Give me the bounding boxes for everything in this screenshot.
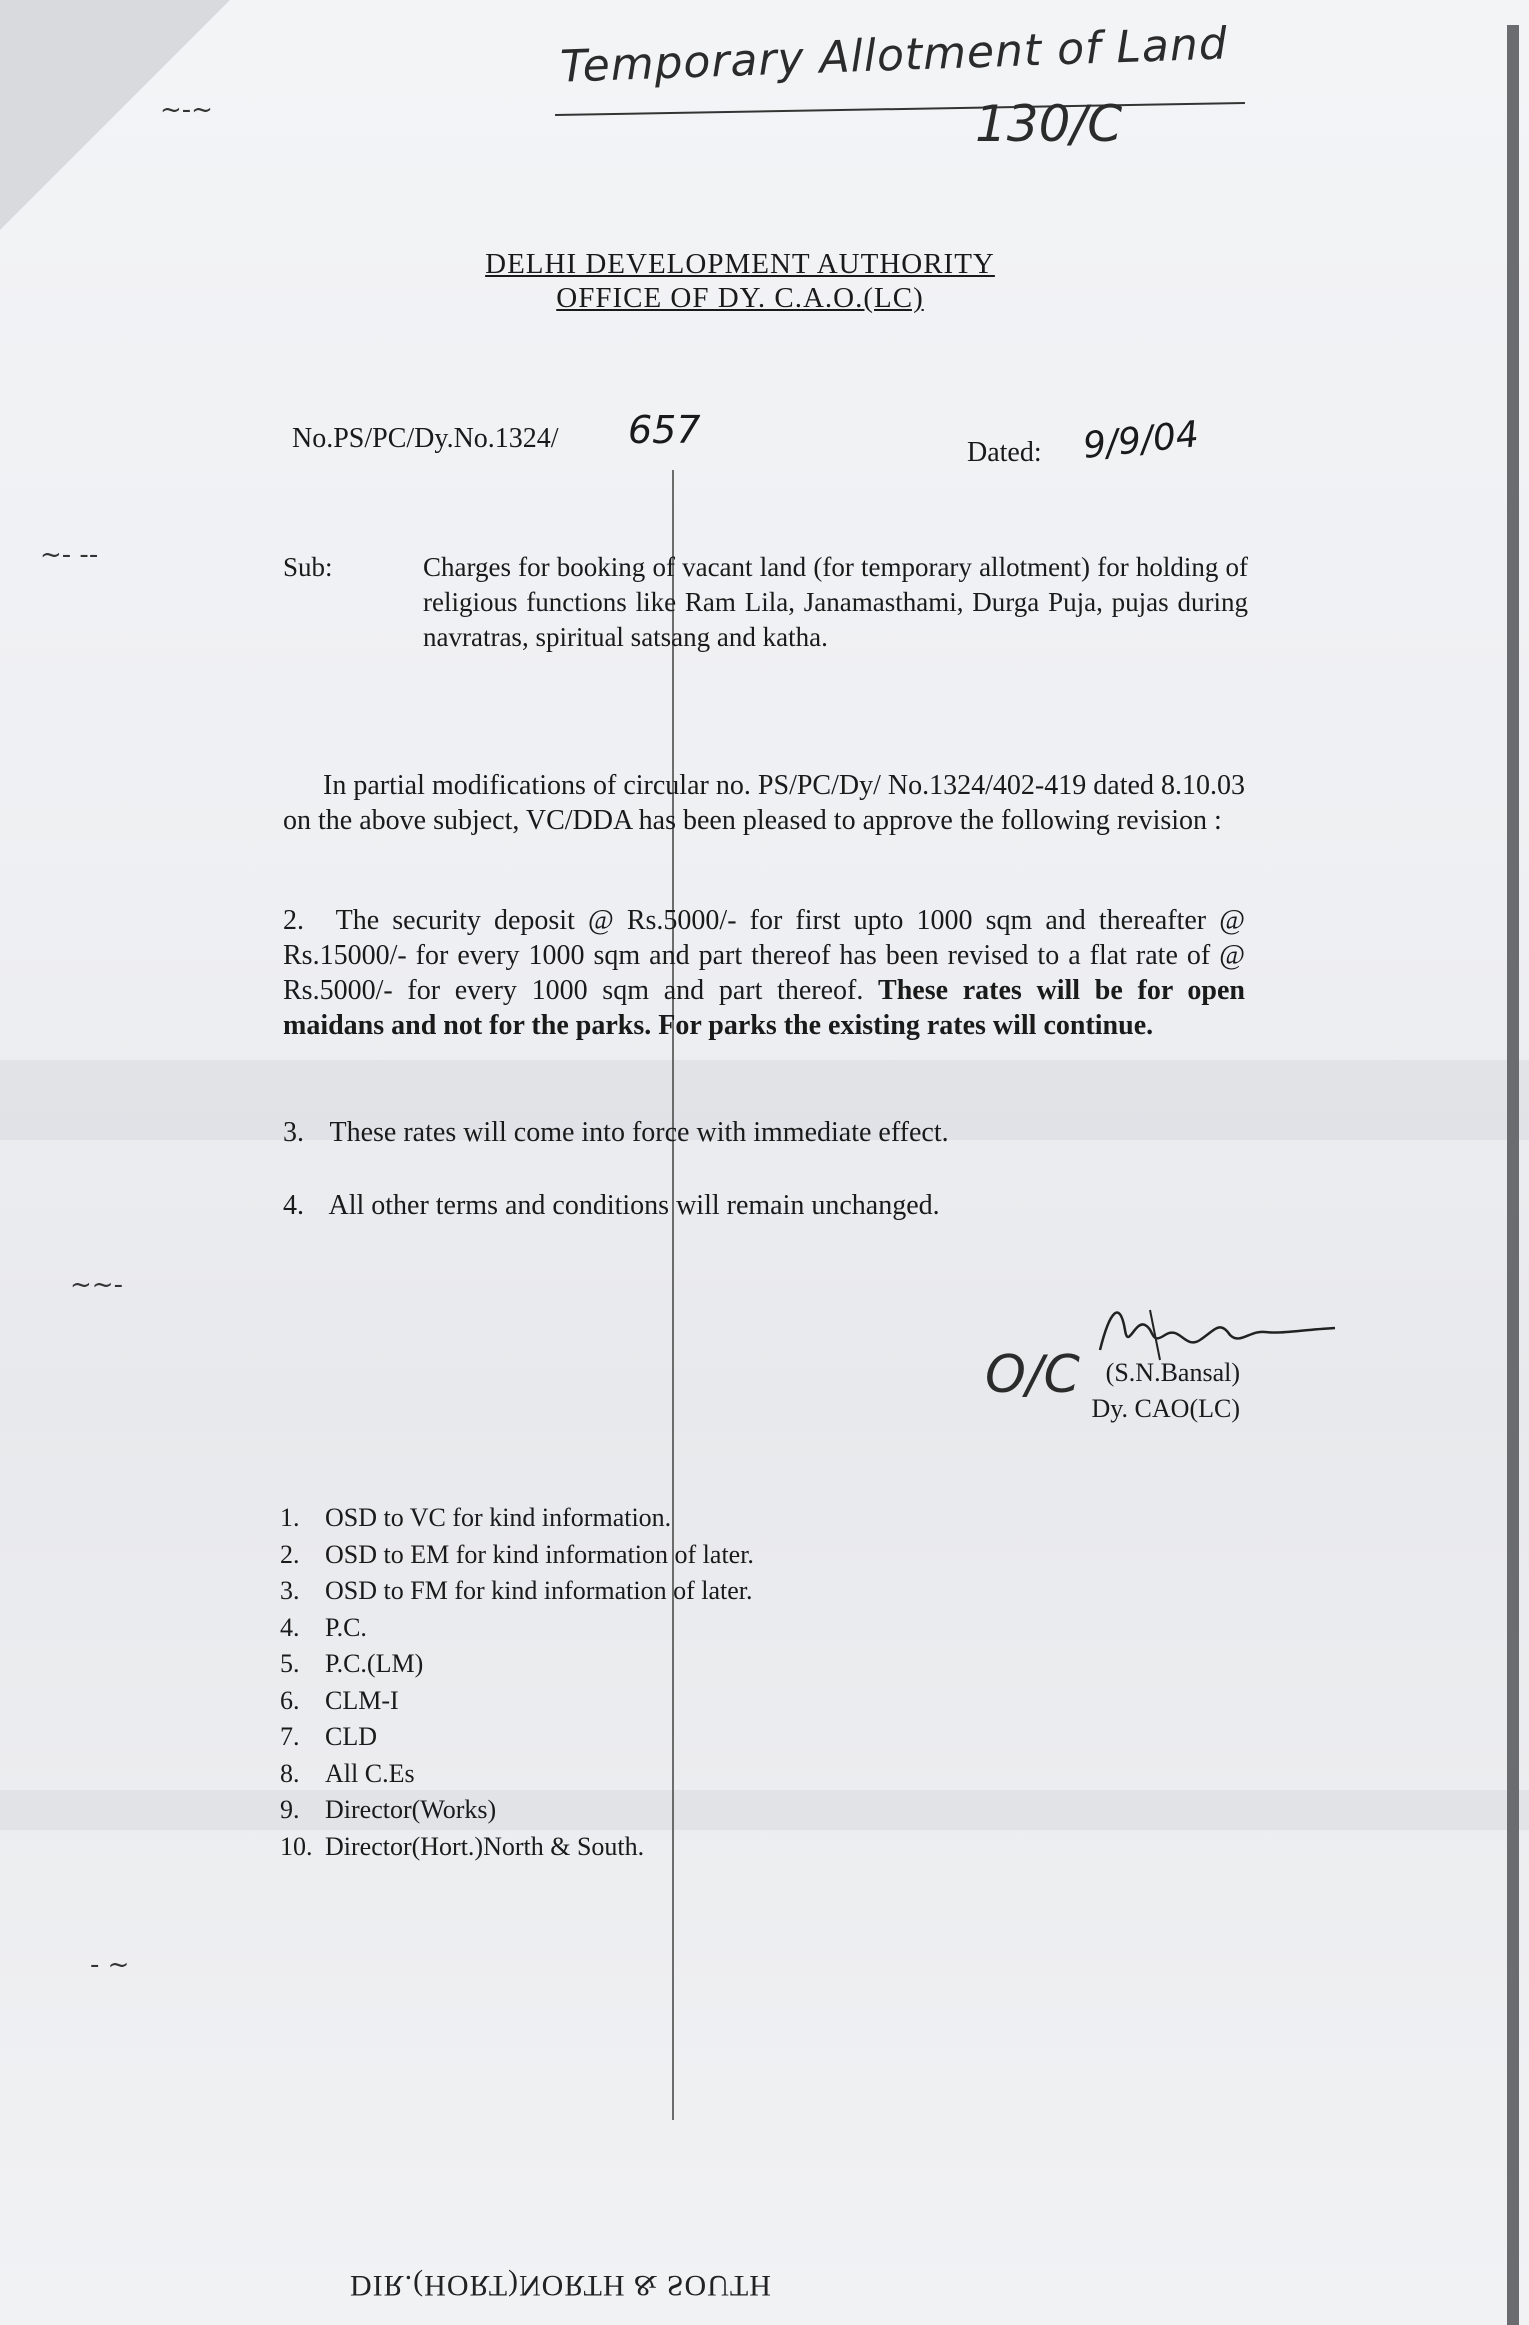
handwritten-title: Temporary Allotment of Land xyxy=(559,18,1229,93)
paragraph-4 xyxy=(283,1188,1245,1223)
signatory-name: (S.N.Bansal) xyxy=(1105,1358,1240,1387)
scan-band xyxy=(0,1790,1529,1830)
reference-number: No.PS/PC/Dy.No.1324/ xyxy=(292,423,559,454)
fold-crease xyxy=(672,470,674,2120)
paragraph-number: 2. xyxy=(283,905,304,936)
handwritten-ref-suffix: 657 xyxy=(628,408,701,452)
paragraph-number: 4. xyxy=(283,1190,304,1221)
list-item: 1. OSD to VC for kind information. xyxy=(280,1503,672,1532)
paragraph-3-text: These rates will come into force with immediate effect. xyxy=(329,1117,949,1148)
scan-noise: ~~- xyxy=(70,1270,123,1300)
list-item: 8. All C.Es xyxy=(280,1758,415,1788)
distribution-list xyxy=(280,1500,754,1865)
signatory-block xyxy=(1060,1355,1240,1427)
paragraph-4-text: All other terms and conditions will remain unchanged. xyxy=(328,1190,940,1221)
page-edge xyxy=(1507,25,1519,2325)
paragraph-3 xyxy=(283,1115,1245,1150)
paragraph-1: In partial modifications of circular no. PS/PC/Dy/ No.1324/402-419 dated 8.10.03 on the above subject, VC/DDA has been pleased to approve the following revision : xyxy=(283,770,1245,836)
list-item: 4. P.C. xyxy=(280,1612,367,1642)
dated-label: Dated: xyxy=(967,437,1042,468)
scan-noise: ~-~ xyxy=(160,95,213,125)
handwritten-date: 9/9/04 xyxy=(1081,414,1201,467)
signatory-designation: Dy. CAO(LC) xyxy=(1091,1394,1240,1423)
list-item: 2. OSD to EM for kind information of later. xyxy=(280,1539,754,1569)
paragraph-2-text: The security deposit @ Rs.5000/- for first upto 1000 sqm and thereafter @ Rs.15000/- for every 1000 sqm and part thereof has been revised to a flat rate of @ Rs.5000/- for every 1000 sqm and part thereof. xyxy=(283,905,1246,1006)
handwritten-underline xyxy=(555,102,1245,116)
scan-noise: - ~ xyxy=(90,1950,130,1980)
list-item: 10. Director(Hort.)North & South. xyxy=(280,1831,645,1861)
paragraph-2 xyxy=(283,903,1245,1043)
paragraph-2-bold: These rates will be for open maidans and not for the parks. For parks the existing rates will continue. xyxy=(283,975,1246,1041)
list-item: 3. OSD to FM for kind information of later. xyxy=(280,1576,753,1605)
org-heading: DELHI DEVELOPMENT AUTHORITY xyxy=(485,248,995,280)
handwritten-ref-number: 130/C xyxy=(975,95,1123,153)
subject-label: Sub: xyxy=(283,552,333,582)
subject-text: Charges for booking of vacant land (for temporary allotment) for holding of religious functions like Ram Lila, Janamasthami, Durga Puja, pujas during navratras, spiritual satsang and katha. xyxy=(423,552,1248,652)
office-heading: OFFICE OF DY. C.A.O.(LC) xyxy=(556,282,924,314)
list-item: 6. CLM-I xyxy=(280,1685,399,1715)
handwritten-oc-note: O/C xyxy=(985,1345,1080,1405)
paragraph-number: 3. xyxy=(283,1117,304,1148)
scan-noise: ~- -- xyxy=(40,540,99,570)
list-item: 9. Director(Works) xyxy=(280,1795,497,1824)
list-item: 5. P.C.(LM) xyxy=(280,1649,424,1678)
list-item: 7. CLD xyxy=(280,1722,377,1751)
bleed-through-text: DIR.(HORT)NORTH & SOUTH xyxy=(350,2269,772,2302)
